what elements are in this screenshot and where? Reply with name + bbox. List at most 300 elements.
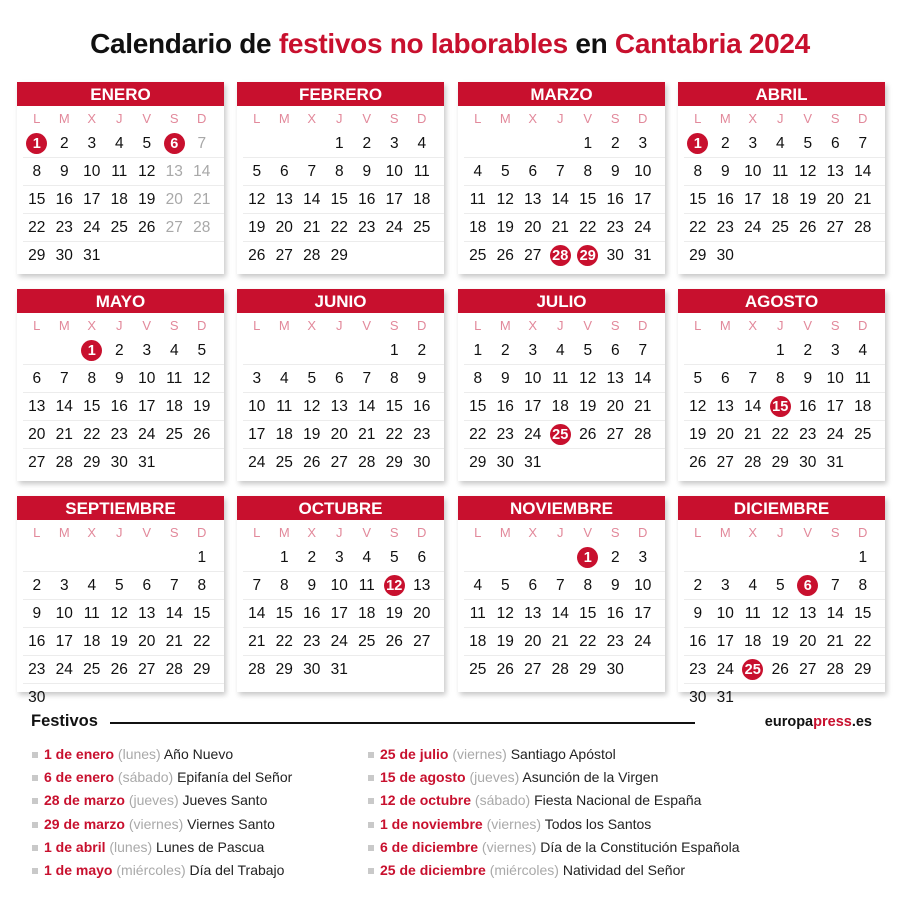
holiday-day: 29 <box>574 242 602 269</box>
empty-day <box>78 544 106 571</box>
day: 29 <box>83 453 101 471</box>
day: 8 <box>197 576 207 594</box>
weekday-label: S <box>389 525 399 540</box>
month-name: JUNIO <box>237 289 444 313</box>
day: 7 <box>362 369 372 387</box>
day: 10 <box>634 162 652 180</box>
weekday-label: J <box>777 111 784 126</box>
week-row <box>243 157 444 185</box>
week-row <box>464 241 665 269</box>
day: 10 <box>385 162 403 180</box>
day: 29 <box>854 660 872 678</box>
empty-day <box>106 544 134 571</box>
day: 5 <box>389 548 399 566</box>
day: 15 <box>385 397 403 415</box>
bullet-icon <box>368 775 374 781</box>
empty-day <box>161 242 189 269</box>
empty-day <box>547 544 575 571</box>
day: 6 <box>334 369 344 387</box>
day: 6 <box>830 134 840 152</box>
day: 30 <box>799 453 817 471</box>
day: 21 <box>55 425 73 443</box>
empty-day <box>767 684 795 711</box>
weekday-header <box>464 522 665 544</box>
week-row <box>464 448 665 476</box>
day: 2 <box>114 341 124 359</box>
day: 6 <box>279 162 289 180</box>
month-septiembre <box>17 496 224 706</box>
weekday-label: S <box>830 111 840 126</box>
day: 31 <box>716 688 734 706</box>
empty-day <box>78 684 106 711</box>
holiday-day: 6 <box>794 572 822 599</box>
weekday-label: S <box>389 318 399 333</box>
week-row <box>243 544 444 571</box>
empty-day <box>51 544 79 571</box>
weekday-label: X <box>87 525 97 540</box>
holiday-day: 1 <box>23 130 51 157</box>
empty-day <box>822 242 850 269</box>
day: 19 <box>496 218 514 236</box>
day: 4 <box>555 341 565 359</box>
day: 19 <box>193 397 211 415</box>
weekday-label: D <box>858 525 868 540</box>
bullet-icon <box>32 798 38 804</box>
weekday-label: J <box>116 111 123 126</box>
day: 3 <box>142 341 152 359</box>
week-row <box>684 599 885 627</box>
week-row <box>684 448 885 476</box>
empty-day <box>381 656 409 683</box>
day: 29 <box>193 660 211 678</box>
empty-day <box>23 337 51 364</box>
week-row <box>464 571 665 599</box>
empty-day <box>243 337 271 364</box>
festivo-item <box>32 836 292 859</box>
month-name: ENERO <box>17 82 224 106</box>
day: 14 <box>55 397 73 415</box>
day: 25 <box>275 453 293 471</box>
festivo-name: Viernes Santo <box>187 815 275 832</box>
week-row <box>464 392 665 420</box>
day: 28 <box>826 660 844 678</box>
day: 15 <box>83 397 101 415</box>
weekday-label: V <box>362 318 372 333</box>
day: 28 <box>744 453 762 471</box>
empty-day <box>133 242 161 269</box>
day: 15 <box>689 190 707 208</box>
week-row <box>243 448 444 476</box>
weekday-header <box>684 108 885 130</box>
day: 7 <box>858 134 868 152</box>
week-row <box>23 364 224 392</box>
weekday-label: M <box>58 111 70 126</box>
day: 18 <box>854 397 872 415</box>
day: 31 <box>83 246 101 264</box>
day: 21 <box>303 218 321 236</box>
week-row <box>23 627 224 655</box>
empty-day <box>822 684 850 711</box>
day: 13 <box>413 576 431 594</box>
day: 25 <box>110 218 128 236</box>
day: 3 <box>638 134 648 152</box>
weekday-label: M <box>719 525 731 540</box>
weekday-label: J <box>116 525 123 540</box>
day: 12 <box>248 190 266 208</box>
weekday-label: J <box>336 111 343 126</box>
empty-day <box>271 337 299 364</box>
day: 14 <box>358 397 376 415</box>
day: 7 <box>197 134 207 152</box>
week-row <box>243 392 444 420</box>
day: 24 <box>826 425 844 443</box>
day: 21 <box>248 632 266 650</box>
day: 23 <box>606 632 624 650</box>
weekday-label: L <box>33 111 41 126</box>
week-row <box>464 364 665 392</box>
day: 15 <box>275 604 293 622</box>
empty-day <box>822 544 850 571</box>
day: 21 <box>854 190 872 208</box>
bullet-icon <box>32 845 38 851</box>
weekday-label: L <box>694 318 702 333</box>
day: 2 <box>417 341 427 359</box>
day: 16 <box>55 190 73 208</box>
weekday-label: D <box>638 318 648 333</box>
day: 4 <box>87 576 97 594</box>
weekday-label: S <box>169 525 179 540</box>
day: 18 <box>275 425 293 443</box>
weekday-label: D <box>417 525 427 540</box>
day: 18 <box>744 632 762 650</box>
empty-day <box>464 544 492 571</box>
week-row <box>684 420 885 448</box>
day: 13 <box>330 397 348 415</box>
day: 20 <box>28 425 46 443</box>
weekday-label: J <box>336 525 343 540</box>
day: 13 <box>524 190 542 208</box>
week-row <box>464 599 665 627</box>
empty-day <box>161 544 189 571</box>
weekday-label: X <box>307 525 317 540</box>
day: 10 <box>83 162 101 180</box>
weekday-header <box>23 108 224 130</box>
day: 5 <box>803 134 813 152</box>
day: 31 <box>634 246 652 264</box>
festivo-weekday: (viernes) <box>448 746 511 762</box>
day: 20 <box>413 604 431 622</box>
day: 17 <box>524 397 542 415</box>
week-row <box>23 157 224 185</box>
day: 3 <box>389 134 399 152</box>
week-row <box>464 420 665 448</box>
day: 30 <box>413 453 431 471</box>
day: 21 <box>551 632 569 650</box>
bullet-icon <box>368 798 374 804</box>
day: 29 <box>385 453 403 471</box>
day: 17 <box>716 632 734 650</box>
empty-day <box>464 130 492 157</box>
empty-day <box>602 449 630 476</box>
festivos-heading: Festivos <box>31 712 98 730</box>
weekday-label: L <box>33 525 41 540</box>
empty-day <box>106 242 134 269</box>
weekday-header <box>23 522 224 544</box>
weekday-label: D <box>197 318 207 333</box>
bullet-icon <box>368 845 374 851</box>
day: 22 <box>854 632 872 650</box>
weekday-label: V <box>803 111 813 126</box>
festivo-weekday: (sábado) <box>471 792 535 809</box>
weekday-label: D <box>638 525 648 540</box>
festivo-date: 25 de diciembre <box>380 861 486 878</box>
festivos-list-right <box>368 743 740 882</box>
empty-day <box>161 449 189 476</box>
festivo-item <box>368 859 740 882</box>
day: 16 <box>606 604 624 622</box>
day: 28 <box>358 453 376 471</box>
empty-day <box>408 656 436 683</box>
day: 17 <box>826 397 844 415</box>
weekday-label: M <box>719 318 731 333</box>
empty-day <box>51 684 79 711</box>
day: 30 <box>716 246 734 264</box>
empty-day <box>298 337 326 364</box>
empty-day <box>161 684 189 711</box>
day: 7 <box>252 576 262 594</box>
festivo-name: Día de la Constitución Española <box>540 838 740 855</box>
weekday-header <box>243 315 444 337</box>
weekday-label: V <box>362 525 372 540</box>
empty-day <box>519 130 547 157</box>
week-row <box>464 157 665 185</box>
week-row <box>464 655 665 683</box>
day: 5 <box>252 162 262 180</box>
day: 26 <box>496 660 514 678</box>
day: 26 <box>248 246 266 264</box>
month-enero <box>17 82 224 274</box>
weekday-label: J <box>557 525 564 540</box>
day: 26 <box>496 246 514 264</box>
weekday-label: L <box>694 525 702 540</box>
week-row <box>464 130 665 157</box>
month-name: NOVIEMBRE <box>458 496 665 520</box>
day: 10 <box>634 576 652 594</box>
weekday-label: S <box>610 111 620 126</box>
day: 31 <box>138 453 156 471</box>
day: 8 <box>693 162 703 180</box>
day: 11 <box>772 162 789 180</box>
month-name: SEPTIEMBRE <box>17 496 224 520</box>
weekday-label: V <box>142 111 152 126</box>
day: 13 <box>28 397 46 415</box>
festivo-date: 25 de julio <box>380 746 449 762</box>
weekday-label: V <box>362 111 372 126</box>
empty-day <box>408 242 436 269</box>
day: 23 <box>413 425 431 443</box>
empty-day <box>519 544 547 571</box>
day: 24 <box>744 218 762 236</box>
day: 14 <box>193 162 211 180</box>
empty-day <box>767 242 795 269</box>
day: 12 <box>110 604 128 622</box>
bullet-icon <box>32 868 38 874</box>
day: 17 <box>744 190 762 208</box>
day: 13 <box>524 604 542 622</box>
week-row <box>684 364 885 392</box>
empty-day <box>326 337 354 364</box>
month-mayo <box>17 289 224 481</box>
day: 10 <box>138 369 156 387</box>
day: 3 <box>59 576 69 594</box>
day: 27 <box>28 453 46 471</box>
day: 27 <box>826 218 844 236</box>
day: 1 <box>334 134 344 152</box>
empty-day <box>849 449 877 476</box>
day: 29 <box>689 246 707 264</box>
week-row <box>464 544 665 571</box>
day: 2 <box>720 134 730 152</box>
holiday-day: 28 <box>547 242 575 269</box>
festivo-weekday: (sábado) <box>114 769 178 786</box>
day: 9 <box>610 576 620 594</box>
day: 8 <box>87 369 97 387</box>
month-diciembre <box>678 496 885 706</box>
day: 12 <box>689 397 707 415</box>
empty-day <box>629 656 657 683</box>
day: 22 <box>469 425 487 443</box>
week-row <box>23 599 224 627</box>
month-julio <box>458 289 665 481</box>
weekday-label: X <box>307 318 317 333</box>
day: 29 <box>771 453 789 471</box>
festivo-weekday: (jueves) <box>124 792 183 809</box>
week-row <box>464 337 665 364</box>
divider <box>110 722 695 724</box>
day: 5 <box>500 576 510 594</box>
weekday-label: L <box>253 525 261 540</box>
day: 11 <box>413 162 430 180</box>
weekday-label: D <box>417 111 427 126</box>
festivo-item <box>368 813 740 836</box>
weekday-label: M <box>278 111 290 126</box>
day: 6 <box>610 341 620 359</box>
day: 29 <box>469 453 487 471</box>
day: 9 <box>803 369 813 387</box>
month-agosto <box>678 289 885 481</box>
festivo-item <box>32 743 292 766</box>
empty-day <box>243 544 271 571</box>
day: 8 <box>775 369 785 387</box>
festivo-weekday: (jueves) <box>465 769 523 786</box>
festivo-item <box>368 836 740 859</box>
empty-day <box>794 242 822 269</box>
day: 10 <box>248 397 266 415</box>
holiday-day: 1 <box>78 337 106 364</box>
weekday-label: X <box>307 111 317 126</box>
week-row <box>684 185 885 213</box>
day: 9 <box>417 369 427 387</box>
day: 3 <box>252 369 262 387</box>
week-row <box>684 213 885 241</box>
week-row <box>23 213 224 241</box>
festivo-weekday: (miércoles) <box>485 861 563 878</box>
day: 15 <box>28 190 46 208</box>
day: 27 <box>275 246 293 264</box>
empty-day <box>298 130 326 157</box>
weekday-label: J <box>116 318 123 333</box>
day: 3 <box>638 548 648 566</box>
day: 1 <box>583 134 593 152</box>
month-name: AGOSTO <box>678 289 885 313</box>
weekday-label: S <box>610 318 620 333</box>
day: 24 <box>138 425 156 443</box>
month-octubre <box>237 496 444 692</box>
empty-day <box>353 242 381 269</box>
day: 7 <box>830 576 840 594</box>
day: 6 <box>528 576 538 594</box>
day: 9 <box>59 162 69 180</box>
day: 8 <box>279 576 289 594</box>
day: 15 <box>579 190 597 208</box>
day: 25 <box>83 660 101 678</box>
day: 22 <box>275 632 293 650</box>
week-row <box>243 571 444 599</box>
holiday-day: 25 <box>739 656 767 683</box>
festivo-name: Todos los Santos <box>544 815 652 832</box>
brand-logo: europapress.es <box>764 714 872 730</box>
day: 1 <box>389 341 399 359</box>
day: 6 <box>528 162 538 180</box>
day: 2 <box>803 341 813 359</box>
weekday-label: M <box>58 318 70 333</box>
day: 27 <box>524 246 542 264</box>
week-row <box>23 241 224 269</box>
weekday-label: S <box>830 525 840 540</box>
day: 30 <box>606 246 624 264</box>
week-row <box>243 420 444 448</box>
holiday-day: 15 <box>767 393 795 420</box>
empty-day <box>188 684 216 711</box>
day: 18 <box>469 632 487 650</box>
day: 2 <box>32 576 42 594</box>
weekday-label: X <box>528 318 538 333</box>
weekday-label: D <box>638 111 648 126</box>
week-row <box>243 185 444 213</box>
day: 26 <box>771 660 789 678</box>
day: 4 <box>473 576 483 594</box>
weekday-label: X <box>87 111 97 126</box>
day: 23 <box>689 660 707 678</box>
day: 2 <box>500 341 510 359</box>
weekday-label: L <box>253 111 261 126</box>
empty-day <box>712 544 740 571</box>
festivo-date: 1 de abril <box>44 838 106 855</box>
day: 8 <box>32 162 42 180</box>
day: 25 <box>771 218 789 236</box>
festivo-date: 12 de octubre <box>380 792 472 809</box>
day: 22 <box>579 632 597 650</box>
festivo-date: 28 de marzo <box>44 792 125 809</box>
day: 12 <box>771 604 789 622</box>
day: 19 <box>385 604 403 622</box>
festivo-name: Santiago Apóstol <box>510 746 616 762</box>
day: 10 <box>524 369 542 387</box>
empty-day <box>492 130 520 157</box>
day: 16 <box>496 397 514 415</box>
month-junio <box>237 289 444 481</box>
day: 12 <box>799 162 817 180</box>
